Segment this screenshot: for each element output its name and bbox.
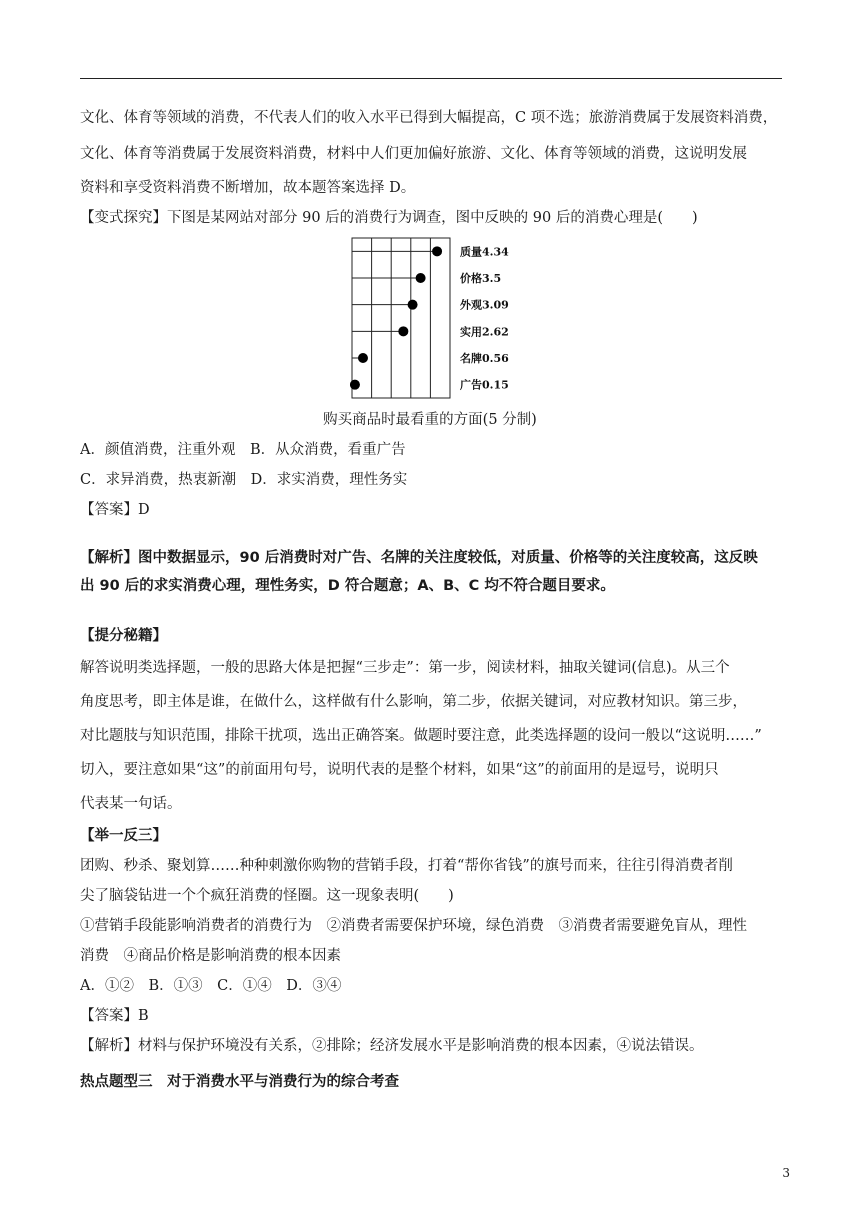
section-heading: 热点题型三 对于消费水平与消费行为的综合考查	[80, 1074, 399, 1090]
practice-line: A．①② B．①③ C．①④ D．③④	[80, 978, 342, 994]
question-stem: 【变式探究】下图是某网站对部分 90 后的消费行为调查，图中反映的 90 后的消费心理是( )	[80, 210, 698, 226]
analysis-line: 【解析】材料与保护环境没有关系，②排除；经济发展水平是影响消费的根本因素，④说法错误。	[80, 1038, 704, 1054]
header-rule	[80, 78, 782, 79]
data-label: 名牌0.56	[460, 352, 509, 365]
option-line: C．求异消费，热衷新潮 D．求实消费，理性务实	[80, 472, 408, 488]
data-label: 实用2.62	[460, 325, 509, 339]
tips-line: 角度思考，即主体是谁，在做什么，这样做有什么影响，第二步，依据关键词，对应教材知识。第三步，	[80, 694, 747, 710]
section-heading: 【举一反三】	[80, 828, 167, 844]
data-point	[398, 326, 408, 336]
data-label: 外观3.09	[460, 298, 509, 312]
section-heading: 【提分秘籍】	[80, 628, 167, 644]
data-label: 广告0.15	[460, 378, 509, 392]
page-number: 3	[782, 1166, 790, 1180]
data-point	[350, 380, 360, 390]
consumption-chart	[350, 236, 510, 400]
tips-line: 对比题肢与知识范围，排除干扰项，选出正确答案。做题时要注意，此类选择题的设问一般以“这说明……”	[80, 728, 762, 744]
practice-line: ①营销手段能影响消费者的消费行为 ②消费者需要保护环境，绿色消费 ③消费者需要避免盲从，理性	[80, 918, 747, 934]
practice-line: 团购、秒杀、聚划算……种种刺激你购物的营销手段，打着“帮你省钱”的旗号而来，往往引得消费者削	[80, 858, 733, 874]
practice-line: 尖了脑袋钻进一个个疯狂消费的怪圈。这一现象表明( )	[80, 888, 454, 904]
chart-svg	[350, 236, 510, 400]
chart-title: 购买商品时最看重的方面(5 分制)	[323, 412, 537, 428]
data-label: 价格3.5	[460, 272, 502, 285]
answer: 【答案】B	[80, 1008, 149, 1024]
body-text-line: 文化、体育等消费属于发展资料消费，材料中人们更加偏好旅游、文化、体育等领域的消费，这说明发展	[80, 146, 747, 162]
practice-line: 消费 ④商品价格是影响消费的根本因素	[80, 948, 341, 964]
analysis-line: 【解析】图中数据显示，90 后消费时对广告、名牌的关注度较低，对质量、价格等的关注度较高，这反映	[80, 550, 758, 566]
data-label: 质量4.34	[460, 245, 509, 259]
tips-line: 代表某一句话。	[80, 796, 182, 812]
data-point	[416, 273, 426, 283]
tips-line: 切入，要注意如果“这”的前面用句号，说明代表的是整个材料，如果“这”的前面用的是逗号，说明只	[80, 762, 719, 778]
tips-line: 解答说明类选择题，一般的思路大体是把握“三步走”：第一步，阅读材料，抽取关键词(信息)。从三个	[80, 660, 730, 676]
body-text-line: 文化、体育等领域的消费，不代表人们的收入水平已得到大幅提高，C 项不选；旅游消费属于发展资料消费，	[80, 110, 778, 126]
analysis-line: 出 90 后的求实消费心理，理性务实，D 符合题意；A、B、C 均不符合题目要求。	[80, 578, 615, 594]
data-point	[358, 353, 368, 363]
body-text-line: 资料和享受资料消费不断增加，故本题答案选择 D。	[80, 180, 416, 196]
chart-frame	[352, 238, 450, 398]
data-point	[432, 246, 442, 256]
data-point	[408, 300, 418, 310]
answer: 【答案】D	[80, 502, 150, 518]
option-line: A．颜值消费，注重外观 B．从众消费，看重广告	[80, 442, 406, 458]
